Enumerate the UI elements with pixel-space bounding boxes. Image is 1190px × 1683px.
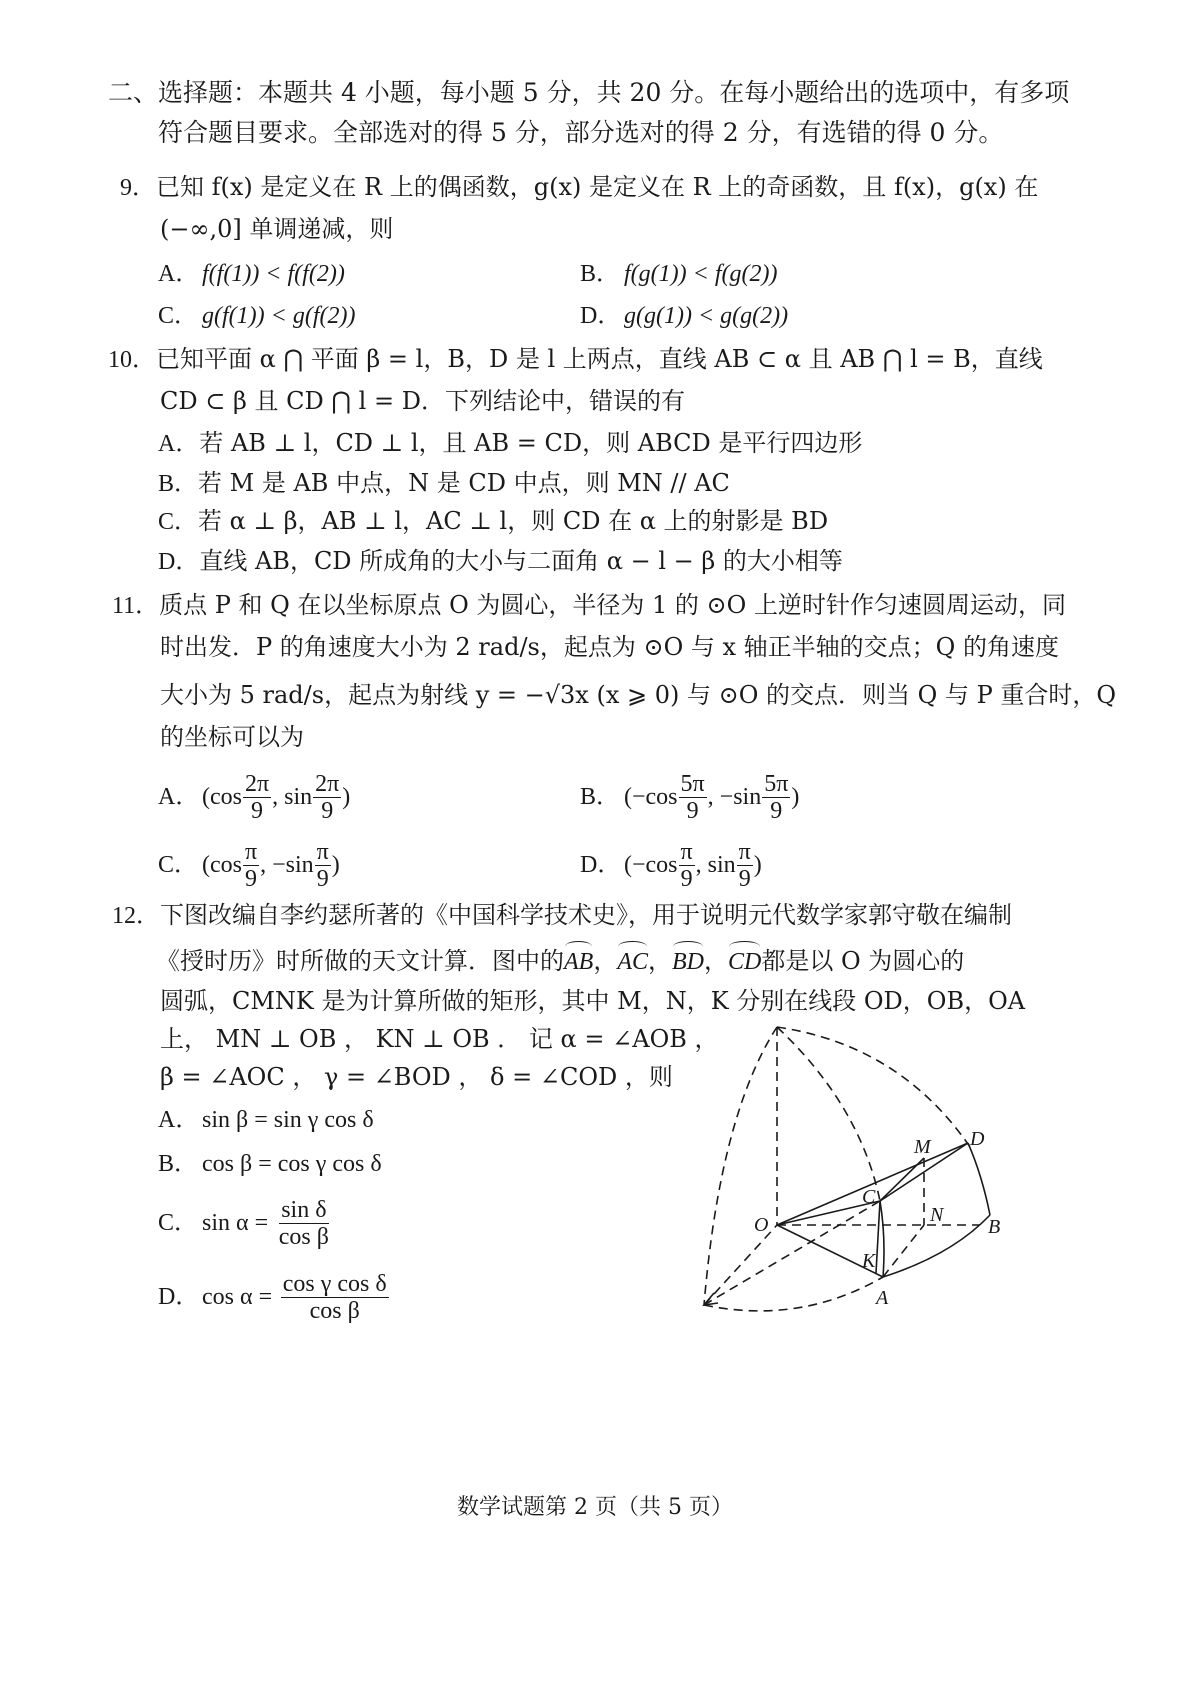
arc-bd: BD: [672, 949, 704, 975]
q12-stem-5: β = ∠AOC ， γ = ∠BOD ， δ = ∠COD ，则: [160, 1063, 673, 1091]
q11-number: 11．: [112, 593, 160, 619]
q12-number: 12．: [112, 903, 160, 929]
q11-option-b[interactable]: B． (−cos $\frac{5\pi}{9}$ , −sin $\frac{5\pi}{9}$ ): [580, 771, 800, 824]
label-m: M: [914, 1136, 931, 1158]
q9-number: 9．: [120, 175, 156, 201]
label-o: O: [754, 1214, 769, 1236]
q12-stem-4: 上， MN ⊥ OB ， KN ⊥ OB ． 记 α = ∠AOB ，: [160, 1025, 719, 1053]
q12-option-d[interactable]: D． cos α = $\frac{\text{cos γ cos δ}}{\text{cos β}}$: [158, 1271, 387, 1324]
q9-option-d[interactable]: D． g(g(1)) < g(g(2)): [580, 303, 789, 329]
q9-stem-1: 已知 f(x) 是定义在 R 上的偶函数，g(x) 是定义在 R 上的奇函数，且 f(x)，g(x) 在: [156, 173, 1039, 201]
q11-stem-2: 时出发．P 的角速度大小为 2 rad/s，起点为 ⊙O 与 x 轴正半轴的交点；Q 的角速度: [160, 633, 1059, 661]
q12-stem-3: 圆弧，CMNK 是为计算所做的矩形，其中 M，N，K 分别在线段 OD，OB，OA: [160, 987, 1026, 1015]
q12-stem-2: 《授时历》时所做的天文计算．图中的AB，AC，BD，CD都是以 O 为圆心的: [156, 947, 965, 975]
arc-ab: AB: [564, 949, 594, 975]
q12-stem-1: 下图改编自李约瑟所著的《中国科学技术史》，用于说明元代数学家郭守敬在编制: [160, 901, 1012, 929]
label-c: C: [862, 1186, 876, 1208]
arc-bd-solid: [968, 1143, 990, 1215]
label-k: K: [862, 1250, 876, 1272]
section-title-cont: 符合题目要求。全部选对的得 5 分，部分选对的得 2 分，有选错的得 0 分。: [158, 118, 1004, 147]
page-footer: 数学试题第 2 页（共 5 页）: [457, 1495, 733, 1520]
q10-option-b[interactable]: B．若 M 是 AB 中点，N 是 CD 中点，则 MN // AC: [158, 469, 730, 497]
section-title: 二、选择题：本题共 4 小题，每小题 5 分，共 20 分。在每小题给出的选项中，有多项: [108, 78, 1070, 107]
segment-ck: [876, 1201, 880, 1273]
label-d: D: [970, 1128, 985, 1150]
q10-number: 10．: [108, 347, 156, 373]
arc-top-right: [777, 1027, 970, 1147]
segment-corner-c: [704, 1201, 880, 1305]
q12-option-a[interactable]: A． sin β = sin γ cos δ: [158, 1107, 374, 1133]
q9-stem-2: (−∞,0] 单调递减，则: [160, 215, 394, 243]
q9-option-b[interactable]: B． f(g(1)) < f(g(2)): [580, 261, 778, 287]
q11-option-d[interactable]: D． (−cos $\frac{\pi}{9}$ , sin $\frac{\pi}{9}$ ): [580, 839, 762, 892]
q10-option-d[interactable]: D．直线 AB，CD 所成角的大小与二面角 α − l − β 的大小相等: [158, 547, 843, 575]
arrow-icon: [704, 1293, 718, 1305]
arc-ca: [880, 1201, 884, 1277]
q10-stem-2: CD ⊂ β 且 CD ⋂ l = D．下列结论中，错误的有: [160, 387, 685, 415]
geometry-figure: [690, 1015, 1030, 1345]
q9-option-c[interactable]: C． g(f(1)) < g(f(2)): [158, 303, 356, 329]
arc-bottom: [704, 1277, 883, 1311]
label-b: B: [988, 1216, 1001, 1238]
q10-stem-1: 已知平面 α ⋂ 平面 β = l，B，D 是 l 上两点，直线 AB ⊂ α 且 AB ⋂ l = B，直线: [156, 345, 1043, 373]
q11-option-c[interactable]: C． (cos $\frac{\pi}{9}$ , −sin $\frac{\pi}{9}$ ): [158, 839, 340, 892]
q12-option-b[interactable]: B． cos β = cos γ cos δ: [158, 1151, 382, 1177]
label-a: A: [876, 1287, 889, 1309]
segment-cm: [880, 1158, 924, 1201]
q11-stem-3: 大小为 5 rad/s，起点为射线 y = −√3x (x ⩾ 0) 与 ⊙O 的交点．则当 Q 与 P 重合时，Q: [160, 681, 1117, 709]
arc-cd: CD: [728, 949, 762, 975]
q11-stem-4: 的坐标可以为: [160, 723, 304, 751]
q11-option-a[interactable]: A． (cos $\frac{2\pi}{9}$ , sin $\frac{2\pi}{9}$ ): [158, 771, 351, 824]
q12-option-c[interactable]: C． sin α = $\frac{\text{sin δ}}{\text{cos β}}$: [158, 1197, 329, 1250]
arc-top-left: [704, 1027, 777, 1305]
q11-stem-1: 质点 P 和 Q 在以坐标原点 O 为圆心，半径为 1 的 ⊙O 上逆时针作匀速圆周运动，同: [159, 591, 1066, 619]
q10-option-a[interactable]: A．若 AB ⊥ l，CD ⊥ l，且 AB = CD，则 ABCD 是平行四边形: [158, 429, 863, 457]
segment-corner-o: [704, 1225, 777, 1305]
arc-ac: AC: [617, 949, 648, 975]
q10-option-c[interactable]: C．若 α ⊥ β，AB ⊥ l，AC ⊥ l，则 CD 在 α 上的射影是 BD: [158, 507, 829, 535]
q9-option-a[interactable]: A． f(f(1)) < f(f(2)): [158, 261, 345, 287]
label-n: N: [930, 1204, 944, 1226]
